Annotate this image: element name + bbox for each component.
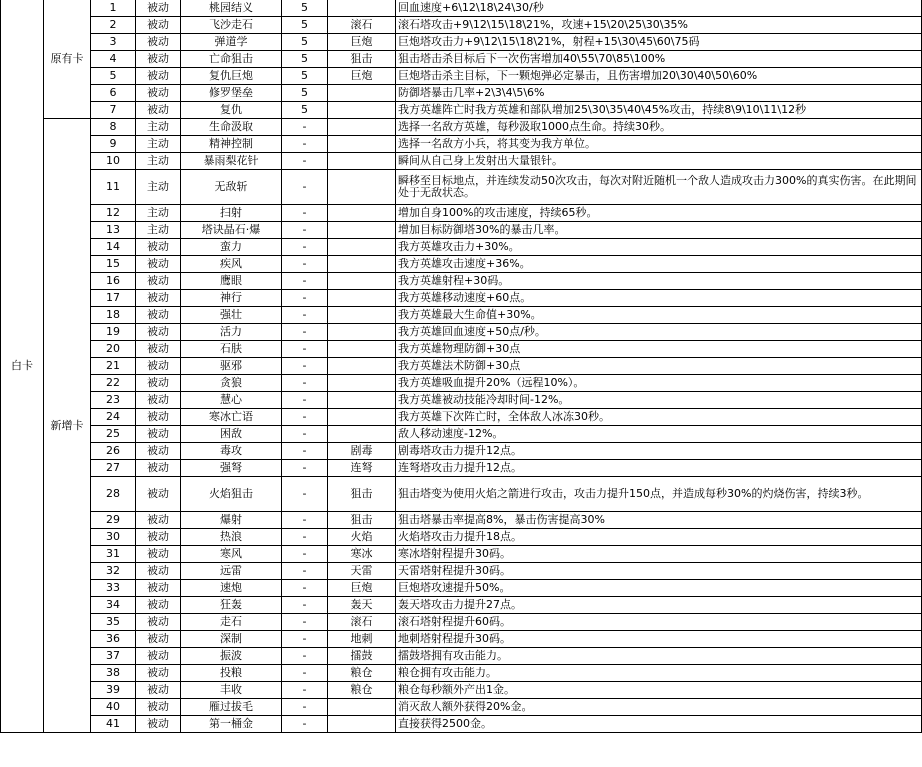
card-type: 被动 bbox=[136, 665, 181, 682]
card-type: 被动 bbox=[136, 512, 181, 529]
card-star-level: - bbox=[282, 614, 328, 631]
table-row bbox=[1, 648, 922, 665]
table-row bbox=[1, 256, 922, 273]
card-tower bbox=[328, 153, 396, 170]
card-number: 28 bbox=[91, 477, 136, 512]
card-description: 我方英雄攻击速度+36%。 bbox=[396, 256, 922, 273]
card-name: 狂轰 bbox=[181, 597, 282, 614]
card-number: 38 bbox=[91, 665, 136, 682]
card-star-level: 5 bbox=[282, 51, 328, 68]
card-star-level: - bbox=[282, 529, 328, 546]
table-row bbox=[1, 51, 922, 68]
card-number: 26 bbox=[91, 443, 136, 460]
card-number: 13 bbox=[91, 222, 136, 239]
card-description: 狙击塔暴击率提高8%，暴击伤害提高30% bbox=[396, 512, 922, 529]
table-row bbox=[1, 341, 922, 358]
card-tower: 狙击 bbox=[328, 51, 396, 68]
card-number: 3 bbox=[91, 34, 136, 51]
card-tower: 天雷 bbox=[328, 563, 396, 580]
card-tower: 巨炮 bbox=[328, 34, 396, 51]
card-star-level: - bbox=[282, 699, 328, 716]
card-tower bbox=[328, 256, 396, 273]
card-description: 我方英雄物理防御+30点 bbox=[396, 341, 922, 358]
subgroup-new-card: 新增卡 bbox=[44, 119, 91, 733]
card-type: 主动 bbox=[136, 205, 181, 222]
card-number: 2 bbox=[91, 17, 136, 34]
table-row bbox=[1, 324, 922, 341]
card-name: 强弩 bbox=[181, 460, 282, 477]
table-row bbox=[1, 307, 922, 324]
card-name: 活力 bbox=[181, 324, 282, 341]
card-name: 贪狼 bbox=[181, 375, 282, 392]
card-description: 巨炮塔攻击力+9\12\15\18\21%，射程+15\30\45\60\75码 bbox=[396, 34, 922, 51]
card-description: 巨炮塔攻速提升50%。 bbox=[396, 580, 922, 597]
card-number: 16 bbox=[91, 273, 136, 290]
table-row bbox=[1, 239, 922, 256]
card-number: 1 bbox=[91, 0, 136, 17]
card-number: 35 bbox=[91, 614, 136, 631]
card-type: 被动 bbox=[136, 51, 181, 68]
card-tower bbox=[328, 239, 396, 256]
card-tower bbox=[328, 375, 396, 392]
card-type: 被动 bbox=[136, 358, 181, 375]
card-type: 被动 bbox=[136, 426, 181, 443]
card-number: 19 bbox=[91, 324, 136, 341]
table-row bbox=[1, 170, 922, 205]
card-name: 弹道学 bbox=[181, 34, 282, 51]
card-type: 被动 bbox=[136, 580, 181, 597]
card-star-level: - bbox=[282, 580, 328, 597]
card-star-level: - bbox=[282, 648, 328, 665]
card-type: 被动 bbox=[136, 34, 181, 51]
card-tower: 火焰 bbox=[328, 529, 396, 546]
card-number: 10 bbox=[91, 153, 136, 170]
card-description: 防御塔暴击几率+2\3\4\5\6% bbox=[396, 85, 922, 102]
table-row bbox=[1, 68, 922, 85]
card-tower bbox=[328, 0, 396, 17]
card-type: 被动 bbox=[136, 477, 181, 512]
card-tower: 狙击 bbox=[328, 512, 396, 529]
card-star-level: - bbox=[282, 409, 328, 426]
card-number: 20 bbox=[91, 341, 136, 358]
card-star-level: 5 bbox=[282, 0, 328, 17]
card-tower bbox=[328, 222, 396, 239]
card-type: 被动 bbox=[136, 597, 181, 614]
card-number: 24 bbox=[91, 409, 136, 426]
card-name: 亡命狙击 bbox=[181, 51, 282, 68]
card-description: 巨炮塔击杀主目标，下一颗炮弹必定暴击，且伤害增加20\30\40\50\60% bbox=[396, 68, 922, 85]
group-white-card: 白卡 bbox=[1, 0, 44, 733]
card-star-level: - bbox=[282, 341, 328, 358]
card-description: 我方英雄吸血提升20%（远程10%）。 bbox=[396, 375, 922, 392]
card-star-level: - bbox=[282, 546, 328, 563]
table-row bbox=[1, 119, 922, 136]
card-type: 主动 bbox=[136, 153, 181, 170]
card-name: 爆射 bbox=[181, 512, 282, 529]
card-table-body bbox=[1, 0, 922, 733]
card-tower bbox=[328, 716, 396, 733]
card-description: 增加目标防御塔30%的暴击几率。 bbox=[396, 222, 922, 239]
card-description: 我方英雄最大生命值+30%。 bbox=[396, 307, 922, 324]
card-name: 精神控制 bbox=[181, 136, 282, 153]
card-type: 被动 bbox=[136, 648, 181, 665]
card-star-level: - bbox=[282, 477, 328, 512]
card-tower bbox=[328, 392, 396, 409]
card-star-level: - bbox=[282, 119, 328, 136]
card-description: 消灭敌人额外获得20%金。 bbox=[396, 699, 922, 716]
card-description: 狙击塔变为使用火焰之箭进行攻击，攻击力提升150点，并造成每秒30%的灼烧伤害，持续3秒。 bbox=[396, 477, 922, 512]
card-number: 30 bbox=[91, 529, 136, 546]
card-star-level: - bbox=[282, 392, 328, 409]
card-name: 疾风 bbox=[181, 256, 282, 273]
card-star-level: - bbox=[282, 460, 328, 477]
card-star-level: 5 bbox=[282, 102, 328, 119]
card-star-level: - bbox=[282, 307, 328, 324]
card-tower bbox=[328, 358, 396, 375]
card-number: 23 bbox=[91, 392, 136, 409]
card-description: 增加自身100%的攻击速度，持续65秒。 bbox=[396, 205, 922, 222]
card-tower: 地刺 bbox=[328, 631, 396, 648]
card-star-level: - bbox=[282, 222, 328, 239]
card-tower bbox=[328, 205, 396, 222]
card-name: 走石 bbox=[181, 614, 282, 631]
card-number: 6 bbox=[91, 85, 136, 102]
card-description: 天雷塔射程提升30码。 bbox=[396, 563, 922, 580]
card-type: 被动 bbox=[136, 631, 181, 648]
table-row bbox=[1, 273, 922, 290]
card-description: 敌人移动速度-12%。 bbox=[396, 426, 922, 443]
card-name: 无敌斩 bbox=[181, 170, 282, 205]
card-tower bbox=[328, 170, 396, 205]
card-description: 瞬移至目标地点，并连续发动50次攻击，每次对附近随机一个敌人造成攻击力300%的真实伤害。在此期间处于无敌状态。 bbox=[396, 170, 922, 205]
card-number: 18 bbox=[91, 307, 136, 324]
card-star-level: - bbox=[282, 239, 328, 256]
card-type: 被动 bbox=[136, 102, 181, 119]
card-name: 塔诀晶石·爆 bbox=[181, 222, 282, 239]
card-star-level: - bbox=[282, 443, 328, 460]
card-type: 被动 bbox=[136, 529, 181, 546]
card-type: 被动 bbox=[136, 716, 181, 733]
table-row bbox=[1, 460, 922, 477]
card-star-level: - bbox=[282, 273, 328, 290]
card-name: 火焰狙击 bbox=[181, 477, 282, 512]
card-number: 33 bbox=[91, 580, 136, 597]
card-description: 剧毒塔攻击力提升12点。 bbox=[396, 443, 922, 460]
card-type: 被动 bbox=[136, 563, 181, 580]
card-star-level: - bbox=[282, 512, 328, 529]
card-tower: 巨炮 bbox=[328, 68, 396, 85]
table-row bbox=[1, 392, 922, 409]
card-type: 被动 bbox=[136, 239, 181, 256]
card-name: 复仇巨炮 bbox=[181, 68, 282, 85]
card-name: 振波 bbox=[181, 648, 282, 665]
card-name: 慧心 bbox=[181, 392, 282, 409]
card-name: 毒攻 bbox=[181, 443, 282, 460]
card-name: 修罗堡垒 bbox=[181, 85, 282, 102]
card-description: 轰天塔攻击力提升27点。 bbox=[396, 597, 922, 614]
card-type: 被动 bbox=[136, 699, 181, 716]
card-description: 我方英雄攻击力+30%。 bbox=[396, 239, 922, 256]
card-star-level: - bbox=[282, 358, 328, 375]
card-description: 寒冰塔射程提升30码。 bbox=[396, 546, 922, 563]
card-star-level: - bbox=[282, 631, 328, 648]
table-row bbox=[1, 222, 922, 239]
card-name: 桃园结义 bbox=[181, 0, 282, 17]
card-star-level: - bbox=[282, 375, 328, 392]
card-type: 被动 bbox=[136, 68, 181, 85]
subgroup-existing-card: 原有卡 bbox=[44, 0, 91, 119]
card-description: 粮仓拥有攻击能力。 bbox=[396, 665, 922, 682]
card-description: 我方英雄回血速度+50点/秒。 bbox=[396, 324, 922, 341]
card-tower: 滚石 bbox=[328, 17, 396, 34]
card-description: 火焰塔攻击力提升18点。 bbox=[396, 529, 922, 546]
card-description: 回血速度+6\12\18\24\30/秒 bbox=[396, 0, 922, 17]
card-number: 29 bbox=[91, 512, 136, 529]
card-description: 瞬间从自己身上发射出大量银针。 bbox=[396, 153, 922, 170]
card-type: 被动 bbox=[136, 392, 181, 409]
card-type: 被动 bbox=[136, 273, 181, 290]
card-name: 第一桶金 bbox=[181, 716, 282, 733]
card-name: 热浪 bbox=[181, 529, 282, 546]
card-name: 复仇 bbox=[181, 102, 282, 119]
card-number: 40 bbox=[91, 699, 136, 716]
table-row bbox=[1, 205, 922, 222]
table-row bbox=[1, 0, 922, 17]
card-name: 飞沙走石 bbox=[181, 17, 282, 34]
card-star-level: - bbox=[282, 682, 328, 699]
card-tower bbox=[328, 119, 396, 136]
table-row bbox=[1, 477, 922, 512]
card-type: 被动 bbox=[136, 460, 181, 477]
table-row bbox=[1, 426, 922, 443]
card-description: 连弩塔攻击力提升12点。 bbox=[396, 460, 922, 477]
card-description: 我方英雄阵亡时我方英雄和部队增加25\30\35\40\45%攻击，持续8\9\10\11\12秒 bbox=[396, 102, 922, 119]
card-type: 主动 bbox=[136, 170, 181, 205]
card-name: 寒风 bbox=[181, 546, 282, 563]
card-type: 被动 bbox=[136, 341, 181, 358]
card-description: 我方英雄被动技能冷却时间-12%。 bbox=[396, 392, 922, 409]
card-description: 擂鼓塔拥有攻击能力。 bbox=[396, 648, 922, 665]
card-tower: 连弩 bbox=[328, 460, 396, 477]
table-row bbox=[1, 631, 922, 648]
card-number: 41 bbox=[91, 716, 136, 733]
table-row bbox=[1, 375, 922, 392]
card-type: 被动 bbox=[136, 546, 181, 563]
card-tower: 巨炮 bbox=[328, 580, 396, 597]
card-name: 生命汲取 bbox=[181, 119, 282, 136]
card-name: 困敌 bbox=[181, 426, 282, 443]
card-name: 寒冰亡语 bbox=[181, 409, 282, 426]
card-star-level: 5 bbox=[282, 85, 328, 102]
card-tower bbox=[328, 324, 396, 341]
card-star-level: - bbox=[282, 170, 328, 205]
table-row bbox=[1, 529, 922, 546]
card-name: 强壮 bbox=[181, 307, 282, 324]
card-star-level: - bbox=[282, 153, 328, 170]
card-description: 滚石塔攻击+9\12\15\18\21%，攻速+15\20\25\30\35% bbox=[396, 17, 922, 34]
card-tower: 擂鼓 bbox=[328, 648, 396, 665]
card-number: 11 bbox=[91, 170, 136, 205]
card-star-level: - bbox=[282, 324, 328, 341]
card-tower bbox=[328, 426, 396, 443]
table-row bbox=[1, 614, 922, 631]
table-row bbox=[1, 682, 922, 699]
card-type: 被动 bbox=[136, 682, 181, 699]
card-star-level: - bbox=[282, 665, 328, 682]
card-name: 丰收 bbox=[181, 682, 282, 699]
card-name: 鹰眼 bbox=[181, 273, 282, 290]
table-row bbox=[1, 563, 922, 580]
card-tower bbox=[328, 136, 396, 153]
card-tower bbox=[328, 85, 396, 102]
card-type: 被动 bbox=[136, 443, 181, 460]
card-name: 蛮力 bbox=[181, 239, 282, 256]
card-name: 速炮 bbox=[181, 580, 282, 597]
card-type: 被动 bbox=[136, 256, 181, 273]
card-number: 9 bbox=[91, 136, 136, 153]
card-number: 15 bbox=[91, 256, 136, 273]
card-description: 选择一名敌方英雄，每秒汲取1000点生命。持续30秒。 bbox=[396, 119, 922, 136]
card-number: 27 bbox=[91, 460, 136, 477]
card-name: 投粮 bbox=[181, 665, 282, 682]
card-star-level: 5 bbox=[282, 17, 328, 34]
card-tower bbox=[328, 290, 396, 307]
table-row bbox=[1, 665, 922, 682]
card-star-level: - bbox=[282, 597, 328, 614]
card-number: 37 bbox=[91, 648, 136, 665]
card-number: 32 bbox=[91, 563, 136, 580]
table-row bbox=[1, 17, 922, 34]
card-type: 主动 bbox=[136, 136, 181, 153]
card-number: 4 bbox=[91, 51, 136, 68]
card-name: 驱邪 bbox=[181, 358, 282, 375]
table-row bbox=[1, 409, 922, 426]
card-type: 被动 bbox=[136, 324, 181, 341]
card-number: 39 bbox=[91, 682, 136, 699]
card-name: 暴雨梨花针 bbox=[181, 153, 282, 170]
table-row bbox=[1, 290, 922, 307]
card-description: 地刺塔射程提升30码。 bbox=[396, 631, 922, 648]
card-number: 12 bbox=[91, 205, 136, 222]
card-name: 深制 bbox=[181, 631, 282, 648]
card-tower bbox=[328, 699, 396, 716]
table-row bbox=[1, 358, 922, 375]
card-tower bbox=[328, 102, 396, 119]
card-tower: 狙击 bbox=[328, 477, 396, 512]
card-description: 我方英雄射程+30码。 bbox=[396, 273, 922, 290]
table-row bbox=[1, 597, 922, 614]
card-star-level: 5 bbox=[282, 34, 328, 51]
card-star-level: - bbox=[282, 256, 328, 273]
card-tower: 滚石 bbox=[328, 614, 396, 631]
table-row bbox=[1, 546, 922, 563]
card-number: 5 bbox=[91, 68, 136, 85]
card-number: 17 bbox=[91, 290, 136, 307]
card-type: 被动 bbox=[136, 307, 181, 324]
card-description: 选择一名敌方小兵，将其变为我方单位。 bbox=[396, 136, 922, 153]
card-tower bbox=[328, 341, 396, 358]
card-number: 25 bbox=[91, 426, 136, 443]
card-star-level: 5 bbox=[282, 68, 328, 85]
card-number: 36 bbox=[91, 631, 136, 648]
card-tower: 轰天 bbox=[328, 597, 396, 614]
card-name: 雁过拔毛 bbox=[181, 699, 282, 716]
card-star-level: - bbox=[282, 716, 328, 733]
card-type: 被动 bbox=[136, 290, 181, 307]
card-description: 我方英雄法术防御+30点 bbox=[396, 358, 922, 375]
card-type: 被动 bbox=[136, 85, 181, 102]
card-number: 14 bbox=[91, 239, 136, 256]
card-tower: 粮仓 bbox=[328, 665, 396, 682]
card-star-level: - bbox=[282, 426, 328, 443]
card-tower bbox=[328, 273, 396, 290]
table-row bbox=[1, 512, 922, 529]
card-description: 直接获得2500金。 bbox=[396, 716, 922, 733]
card-number: 21 bbox=[91, 358, 136, 375]
card-number: 34 bbox=[91, 597, 136, 614]
card-type: 被动 bbox=[136, 0, 181, 17]
card-name: 石肤 bbox=[181, 341, 282, 358]
card-tower bbox=[328, 307, 396, 324]
card-description: 滚石塔射程提升60码。 bbox=[396, 614, 922, 631]
table-row bbox=[1, 34, 922, 51]
card-type: 被动 bbox=[136, 614, 181, 631]
card-type: 被动 bbox=[136, 409, 181, 426]
table-row bbox=[1, 580, 922, 597]
card-description: 我方英雄移动速度+60点。 bbox=[396, 290, 922, 307]
card-tower: 剧毒 bbox=[328, 443, 396, 460]
table-row bbox=[1, 443, 922, 460]
card-number: 8 bbox=[91, 119, 136, 136]
card-description: 粮仓每秒额外产出1金。 bbox=[396, 682, 922, 699]
card-number: 7 bbox=[91, 102, 136, 119]
card-type: 主动 bbox=[136, 119, 181, 136]
table-row bbox=[1, 699, 922, 716]
card-name: 神行 bbox=[181, 290, 282, 307]
card-star-level: - bbox=[282, 563, 328, 580]
card-name: 扫射 bbox=[181, 205, 282, 222]
card-number: 22 bbox=[91, 375, 136, 392]
table-row bbox=[1, 85, 922, 102]
card-star-level: - bbox=[282, 290, 328, 307]
card-tower bbox=[328, 409, 396, 426]
card-type: 被动 bbox=[136, 375, 181, 392]
card-name: 远雷 bbox=[181, 563, 282, 580]
card-star-level: - bbox=[282, 205, 328, 222]
table-row bbox=[1, 716, 922, 733]
card-description: 狙击塔击杀目标后下一次伤害增加40\55\70\85\100% bbox=[396, 51, 922, 68]
card-type: 被动 bbox=[136, 17, 181, 34]
card-tower: 寒冰 bbox=[328, 546, 396, 563]
table-row bbox=[1, 153, 922, 170]
table-row bbox=[1, 136, 922, 153]
card-description: 我方英雄下次阵亡时，全体敌人冰冻30秒。 bbox=[396, 409, 922, 426]
card-star-level: - bbox=[282, 136, 328, 153]
card-tower: 粮仓 bbox=[328, 682, 396, 699]
table-row bbox=[1, 102, 922, 119]
card-type: 主动 bbox=[136, 222, 181, 239]
card-number: 31 bbox=[91, 546, 136, 563]
